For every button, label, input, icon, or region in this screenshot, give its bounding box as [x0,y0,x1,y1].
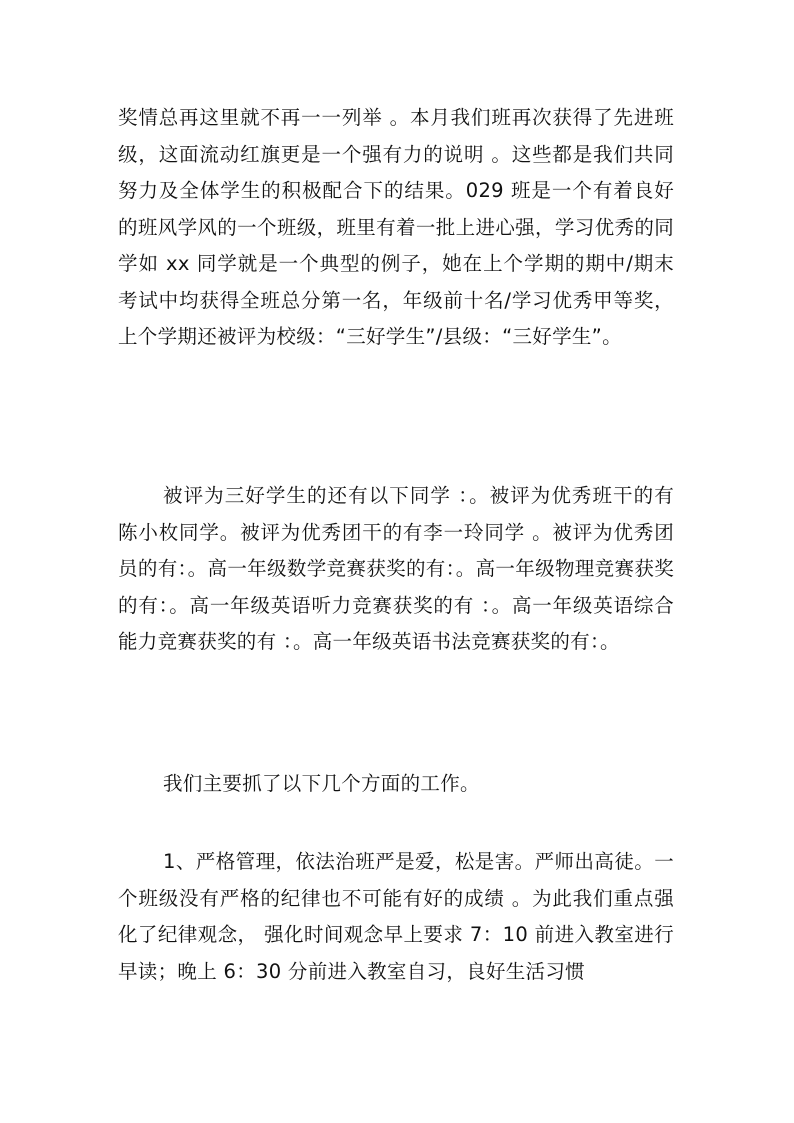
paragraph-work-intro: 我们主要抓了以下几个方面的工作。 [163,772,480,795]
paragraph-honor-list: 被评为三好学生的还有以下同学 ：。被评为优秀班干的有陈小枚同学。被评为优秀团干的有李一玲同学 。被评为优秀团员的有：。高一年级数学竞赛获奖的有：。高一年级物理竞赛获奖的有：。高一年级英语听力竞赛获奖的有 ：。高一年级英语综合能力竞赛获奖的有 ：。高一年级英语书法竞赛获奖的有：。 [118,484,674,653]
paragraph-strict-management: 1、严格管理，依法治班严是爱，松是害。严师出高徒。一个班级没有严格的纪律也不可能有好的成绩 。为此我们重点强化了纪律观念， 强化时间观念早上要求 7：10 前进入教室进行早读；晚上 6：30 分前进入教室自习，良好生活习惯 [118,850,674,983]
paragraph-awards-summary: 奖情总再这里就不再一一列举 。本月我们班再次获得了先进班级，这面流动红旗更是一个强有力的说明 。这些都是我们共同努力及全体学生的积极配合下的结果。029 班是一个有着良好的班风学风的一个班级，班里有着一批上进心强，学习优秀的同学如 xx 同学就是一个典型的例子，她在上个学期的期中/期末考试中均获得全班总分第一名，年级前十名/学习优秀甲等奖，上个学期还被评为校级：“三好学生”/县级：“三好学生”。 [118,106,674,348]
